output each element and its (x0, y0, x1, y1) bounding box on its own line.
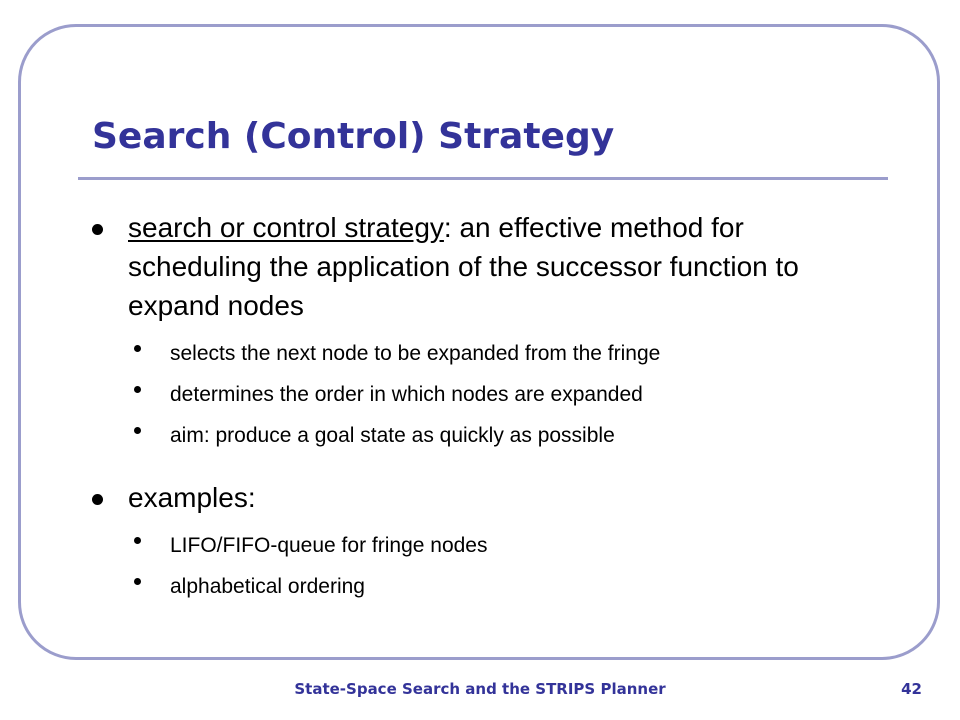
slide-content (88, 208, 878, 629)
sub-bullet-dot-icon (134, 386, 141, 393)
bullet-text: examples: (128, 482, 256, 513)
sub-bullet-item (88, 374, 878, 415)
bullet-dot-icon (92, 494, 103, 505)
title-divider (78, 177, 888, 180)
sub-bullet-list (88, 525, 878, 607)
footer-title: State-Space Search and the STRIPS Planner (294, 680, 666, 698)
sub-bullet-dot-icon (134, 427, 141, 434)
sub-bullet-item (88, 333, 878, 374)
sub-bullet-item (88, 525, 878, 566)
page-number: 42 (901, 680, 922, 698)
bullet-term: search or control strategy (128, 212, 444, 243)
sub-bullet-list (88, 333, 878, 456)
sub-bullet-text: selects the next node to be expanded from the fringe (170, 342, 661, 365)
sub-bullet-item (88, 566, 878, 607)
bullet-examples (88, 478, 878, 517)
bullet-text: : an effective method for scheduling the application of the successor function to expand nodes (128, 212, 799, 321)
slide-title: Search (Control) Strategy (92, 116, 615, 157)
bullet-dot-icon (92, 224, 103, 235)
sub-bullet-text: determines the order in which nodes are expanded (170, 383, 643, 406)
sub-bullet-dot-icon (134, 537, 141, 544)
sub-bullet-item (88, 415, 878, 456)
sub-bullet-dot-icon (134, 578, 141, 585)
sub-bullet-text: LIFO/FIFO-queue for fringe nodes (170, 534, 488, 557)
sub-bullet-text: alphabetical ordering (170, 575, 365, 598)
sub-bullet-text: aim: produce a goal state as quickly as possible (170, 424, 615, 447)
bullet-search-strategy (88, 208, 878, 325)
sub-bullet-dot-icon (134, 345, 141, 352)
